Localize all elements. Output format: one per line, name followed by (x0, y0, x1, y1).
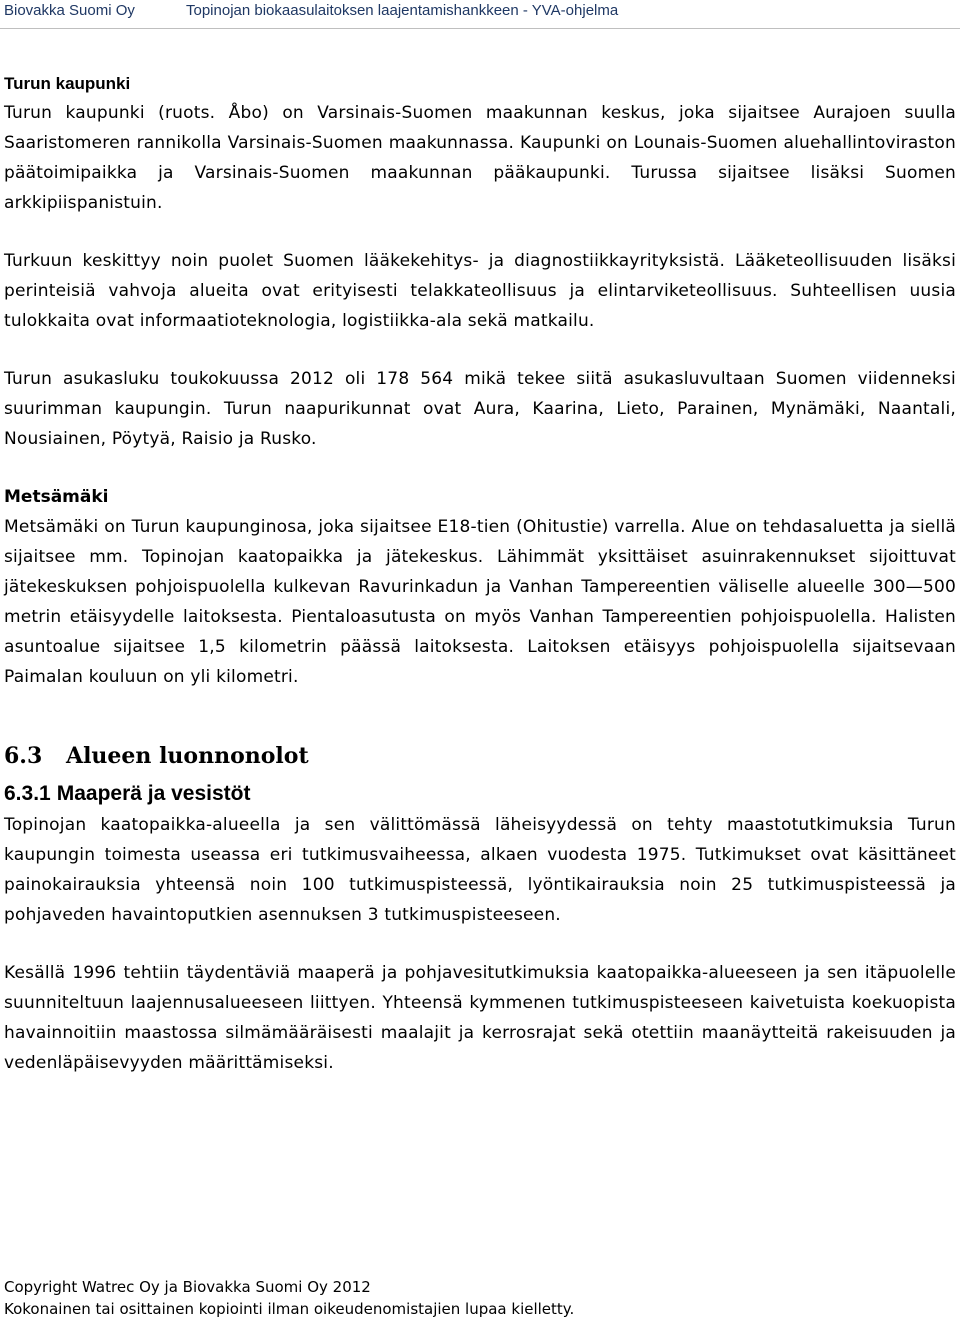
page-header (0, 0, 960, 30)
subsection-heading (4, 778, 956, 810)
turku-paragraph-1: Turun kaupunki (ruots. Åbo) on Varsinais-Suomen maakunnan keskus, joka sijaitsee Aurajoen suulla Saaristomeren rannikolla Varsinais-Suomen maakunnassa. Kaupunki on Lounais-Suomen aluehallintoviraston päätoimipaikka ja Varsinais-Suomen maakunnan pääkaupunki. Turussa sijaitsee lisäksi Suomen arkkipiispanistuin. (4, 103, 956, 213)
spacer (4, 930, 956, 958)
spacer (4, 336, 956, 364)
subsection-title: Maaperä ja vesistöt (56, 782, 251, 805)
subsection-paragraph-2: Kesällä 1996 tehtiin täydentäviä maaperä ja pohjavesitutkimuksia kaatopaikka-alueeseen ja sen itäpuolelle suunniteltuun laajennusalueeseen liittyen. Yhteensä kymmenen tutkimuspisteeseen kaivetuista koekuopista havainnoitiin maastossa silmämääräisesti maalajit ja kerrosrajat sekä otettiin maanäytteitä rakeisuuden ja vedenläpäisevyyden määrittämiseksi. (4, 963, 956, 1073)
section-heading (4, 738, 956, 774)
subsection-number: 6.3.1 (4, 782, 51, 805)
header-company: Biovakka Suomi Oy (4, 2, 135, 19)
spacer (4, 454, 956, 482)
spacer (4, 218, 956, 246)
page-footer (4, 1276, 956, 1320)
metsamaki-paragraph: Metsämäki on Turun kaupunginosa, joka sijaitsee E18-tien (Ohitustie) varrella. Alue on tehdasaluetta ja siellä sijaitsee mm. Topinojan kaatopaikka ja jätekeskus. Lähimmät yksittäiset asuinrakennukset sijoittuvat jätekeskuksen pohjoispuolella kulkevan Ravurinkadun ja Vanhan Tampereentien väliselle alueelle 300—500 metrin etäisyydelle laitoksesta. Pientaloasutusta on myös Vanhan Tampereentien pohjoispuolella. Halisten asuntoalue sijaitsee 1,5 kilometrin päässä laitoksesta. Laitoksen etäisyys pohjoispuolella sijaitsevaan Paimalan kouluun on yli kilometri. (4, 517, 956, 687)
turku-paragraph-3: Turun asukasluku toukokuussa 2012 oli 178 564 mikä tekee siitä asukasluvultaan Suomen viidenneksi suurimman kaupungin. Turun naapurikunnat ovat Aura, Kaarina, Lieto, Parainen, Mynämäki, Naantali, Nousiainen, Pöytyä, Raisio ja Rusko. (4, 369, 956, 449)
section-number: 6.3 (4, 743, 43, 769)
header-document-title: Topinojan biokaasulaitoksen laajentamishankkeen - YVA-ohjelma (186, 2, 619, 19)
footer-notice: Kokonainen tai osittainen kopiointi ilman oikeudenomistajien lupaa kielletty. (4, 1300, 575, 1318)
turku-heading: Turun kaupunki (4, 74, 131, 93)
footer-copyright: Copyright Watrec Oy ja Biovakka Suomi Oy 2012 (4, 1278, 371, 1296)
spacer (4, 692, 956, 738)
turku-paragraph-2: Turkuun keskittyy noin puolet Suomen lääkekehitys- ja diagnostiikkayrityksistä. Lääketeollisuuden lisäksi perinteisiä vahvoja alueita ovat erityisesti telakkateollisuus ja elintarviketeollisuus. Suhteellisen uusia tulokkaita ovat informaatioteknologia, logistiikka-ala sekä matkailu. (4, 251, 956, 331)
header-divider (0, 28, 960, 29)
section-title: Alueen luonnonolot (66, 743, 309, 769)
metsamaki-heading: Metsämäki (4, 487, 109, 507)
subsection-paragraph-1: Topinojan kaatopaikka-alueella ja sen välittömässä läheisyydessä on tehty maastotutkimuksia Turun kaupungin toimesta useassa eri tutkimusvaiheessa, alkaen vuodesta 1975. Tutkimukset ovat käsittäneet painokairauksia yhteensä noin 100 tutkimuspisteessä, lyöntikairauksia noin 25 tutkimuspisteessä ja pohjaveden havaintoputkien asennuksen 3 tutkimuspisteeseen. (4, 815, 956, 925)
document-body (4, 70, 956, 1078)
